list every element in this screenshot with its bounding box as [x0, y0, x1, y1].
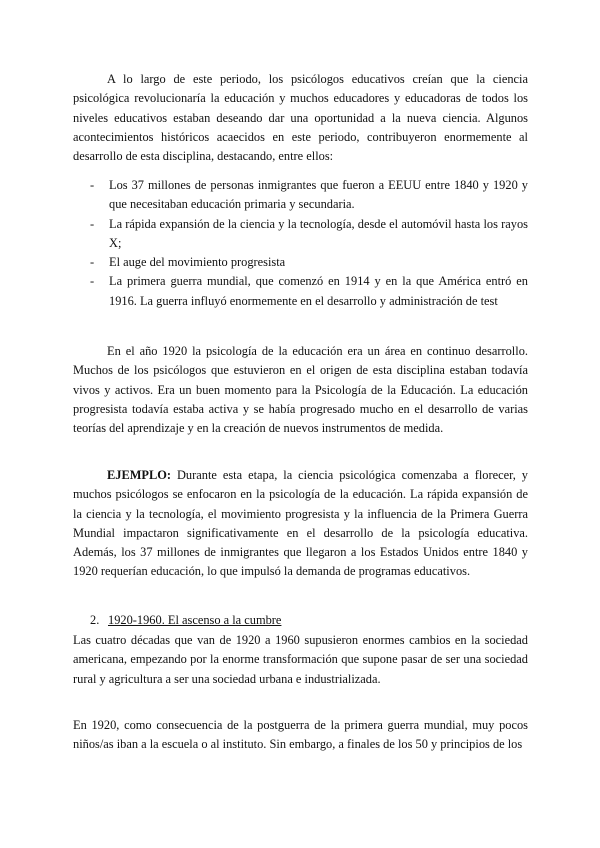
paragraph-1920: En el año 1920 la psicología de la educación era un área en continuo desarrollo. Muchos de los psicólogos que estuvieron en el origen de esta disciplina estaban todavía vivos y activos. Era un buen momento para la Psicología de la Educación. La educación progresista todavía estaba activa y se había progresado mucho en el desarrollo de varias teorías del aprendizaje y en la creación de nuevos instrumentos de medida.: [73, 344, 528, 436]
section-paragraph-2: En 1920, como consecuencia de la postguerra de la primera guerra mundial, muy pocos niños/as iban a la escuela o al instituto. Sin embargo, a finales de los 50 y principios de los: [73, 718, 528, 752]
bullet-text: La rápida expansión de la ciencia y la tecnología, desde el automóvil hasta los rayos X;: [109, 216, 528, 250]
intro-block: [73, 70, 528, 166]
section-paragraph-2-block: [73, 716, 528, 755]
bullet-text: El auge del movimiento progresista: [109, 255, 286, 270]
section-heading: [73, 611, 528, 630]
bullet-list: [73, 176, 528, 311]
section-paragraph-1: Las cuatro décadas que van de 1920 a 1960 supusieron enormes cambios en la sociedad americana, empezando por la enorme transformación que supone pasar de ser una sociedad rural y agricultura a ser una sociedad urbana e industrializada.: [73, 633, 528, 686]
paragraph-1920-block: [73, 342, 528, 438]
example-text: Durante esta etapa, la ciencia psicológica comenzaba a florecer, y muchos psicólogos se enfocaron en la psicología de la educación. La rápida expansión de la ciencia y la tecnología, el movimiento progresista y la influencia de la Primera Guerra Mundial impactaron significativamente en el desarrollo de la psicología educativa. Además, los 37 millones de inmigrantes que llegaron a los Estados Unidos entre 1840 y 1920 requerían educación, lo que impulsó la demanda de programas educativos.: [73, 468, 528, 579]
list-item: [73, 176, 528, 215]
bullet-dash: -: [90, 255, 95, 270]
bullet-list-block: [73, 176, 528, 311]
bullet-dash: -: [90, 178, 95, 192]
example-block: [73, 466, 528, 582]
list-item: [73, 215, 528, 254]
section-title: 1920-1960. El ascenso a la cumbre: [108, 613, 282, 627]
list-item: [73, 272, 528, 311]
section-heading-block: [73, 611, 528, 630]
section-number: 2.: [90, 613, 100, 627]
example-label: EJEMPLO:: [107, 468, 172, 482]
example-paragraph: [73, 466, 528, 582]
bullet-dash: -: [90, 274, 95, 289]
list-item: [73, 253, 528, 272]
bullet-dash: -: [90, 216, 95, 231]
bullet-text: Los 37 millones de personas inmigrantes que fueron a EEUU entre 1840 y 1920 y que necesitaban educación primaria y secundaria.: [109, 178, 528, 212]
section-paragraph-1-block: [73, 631, 528, 689]
intro-paragraph: A lo largo de este periodo, los psicólogos educativos creían que la ciencia psicológica revolucionaría la educación y muchos educadores y educadoras de todos los niveles educativos estaban deseando dar una oportunidad a la nueva ciencia. Algunos acontecimientos históricos acaecidos en este periodo, contribuyeron enormemente al desarrollo de esta disciplina, destacando, entre ellos:: [73, 72, 528, 164]
bullet-text: La primera guerra mundial, que comenzó en 1914 y en la que América entró en 1916. La guerra influyó enormemente en el desarrollo y administración de test: [109, 274, 528, 308]
